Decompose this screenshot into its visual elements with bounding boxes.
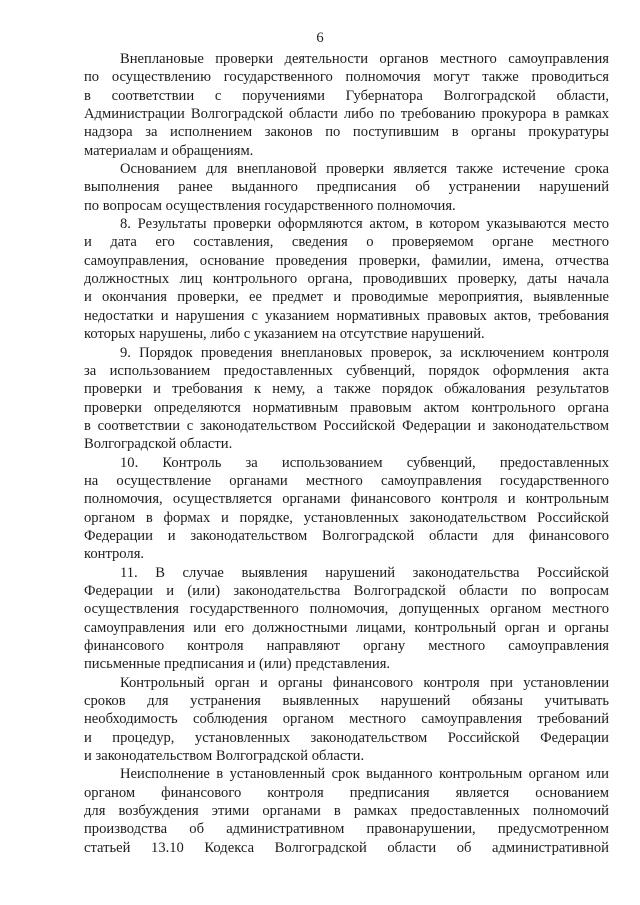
paragraph [84, 215, 609, 343]
text-line: необходимость соблюдения органом местного самоуправления требований [84, 711, 609, 728]
text-line: и законодательством Волгоградской области. [84, 748, 365, 765]
text-line: проверки определяются нормативным правовым актом контрольного органа [84, 399, 609, 416]
paragraph [84, 454, 609, 564]
text-line: статьей 13.10 Кодекса Волгоградской области об административной [84, 839, 609, 856]
text-line: материалам и обращениям. [84, 142, 254, 159]
text-line: и окончания проверки, ее предмет и проводимые мероприятия, выявленные [84, 289, 609, 306]
paragraph [84, 160, 609, 215]
text-line: надзора за исполнением законов по поступившим в органы прокуратуры [84, 124, 609, 141]
text-line: самоуправления, основание проведения проверки, фамилии, имена, отчества [84, 252, 609, 269]
paragraph [84, 674, 609, 766]
document-body [84, 50, 609, 857]
text-line: 10. Контроль за использованием субвенций, предоставленных [120, 454, 609, 471]
text-line: Федерации и (или) законодательства Волгоградской области по вопросам [84, 582, 609, 599]
text-line: по осуществлению государственного полномочия могут также проводиться [84, 69, 609, 86]
paragraph [84, 344, 609, 454]
text-line: для возбуждения этими органами в рамках предоставленных полномочий [84, 803, 609, 820]
paragraph [84, 564, 609, 674]
text-line: по вопросам осуществления государственного полномочия. [84, 197, 456, 214]
text-line: самоуправления или его должностными лицами, контрольный орган и органы [84, 619, 609, 636]
text-line: 11. В случае выявления нарушений законодательства Российской [120, 564, 609, 581]
text-line: органом в формах и порядке, установленных законодательством Российской [84, 509, 609, 526]
text-line: выполнения ранее выданного предписания об устранении нарушений [84, 179, 609, 196]
page-number: 6 [316, 30, 324, 46]
text-line: сроков для устранения выявленных нарушений обязаны учитывать [84, 693, 609, 710]
text-line: в соответствии с законодательством Российской Федерации и законодательством [84, 417, 609, 434]
text-line: финансового контроля направляют органу местного самоуправления [84, 638, 609, 654]
text-line: Контрольный орган и органы финансового контроля при установлении [120, 674, 609, 691]
text-line: письменные предписания и (или) представления. [84, 656, 391, 673]
text-line: в соответствии с поручениями Губернатора Волгоградской области, [84, 87, 609, 104]
text-line: Волгоградской области. [84, 436, 233, 453]
text-line: на осуществление органами местного самоуправления государственного [84, 472, 609, 489]
paragraph [84, 765, 609, 857]
text-line: и дата его составления, сведения о проверяемом органе местного [84, 234, 609, 251]
text-line: должностных лиц контрольного органа, проводивших проверку, даты начала [84, 271, 609, 288]
text-line: 8. Результаты проверки оформляются актом, в котором указываются место [120, 216, 609, 233]
text-line: проверки и требования к нему, а также порядок обжалования результатов [84, 381, 609, 398]
text-line: Администрации Волгоградской области либо по требованию прокурора в рамках [84, 106, 609, 123]
text-line: 9. Порядок проведения внеплановых проверок, за исключением контроля [120, 344, 609, 361]
text-line: осуществления государственного полномочия, допущенных органом местного [84, 601, 609, 618]
text-line: которых нарушены, либо с указанием на отсутствие нарушений. [84, 326, 485, 343]
text-line: производства об административном правонарушении, предусмотренном [84, 821, 609, 838]
text-line: Неисполнение в установленный срок выданного контрольным органом или [120, 766, 609, 783]
text-line: недостатки и нарушения с указанием нормативных правовых актов, требования [84, 307, 609, 324]
text-line: Основанием для внеплановой проверки является также истечение срока [120, 161, 609, 178]
text-line: органом финансового контроля предписания является основанием [84, 784, 609, 801]
text-line: Внеплановые проверки деятельности органов местного самоуправления [120, 51, 609, 67]
text-line: Федерации и законодательством Волгоградской области для финансового [84, 527, 609, 544]
text-line: за использованием предоставленных субвенций, порядок оформления акта [84, 362, 609, 379]
text-line: полномочия, осуществляется органами финансового контроля и контрольным [84, 491, 609, 508]
paragraph [84, 50, 609, 160]
text-line: контроля. [84, 546, 145, 563]
text-line: и процедур, установленных законодательством Российской Федерации [84, 729, 609, 746]
